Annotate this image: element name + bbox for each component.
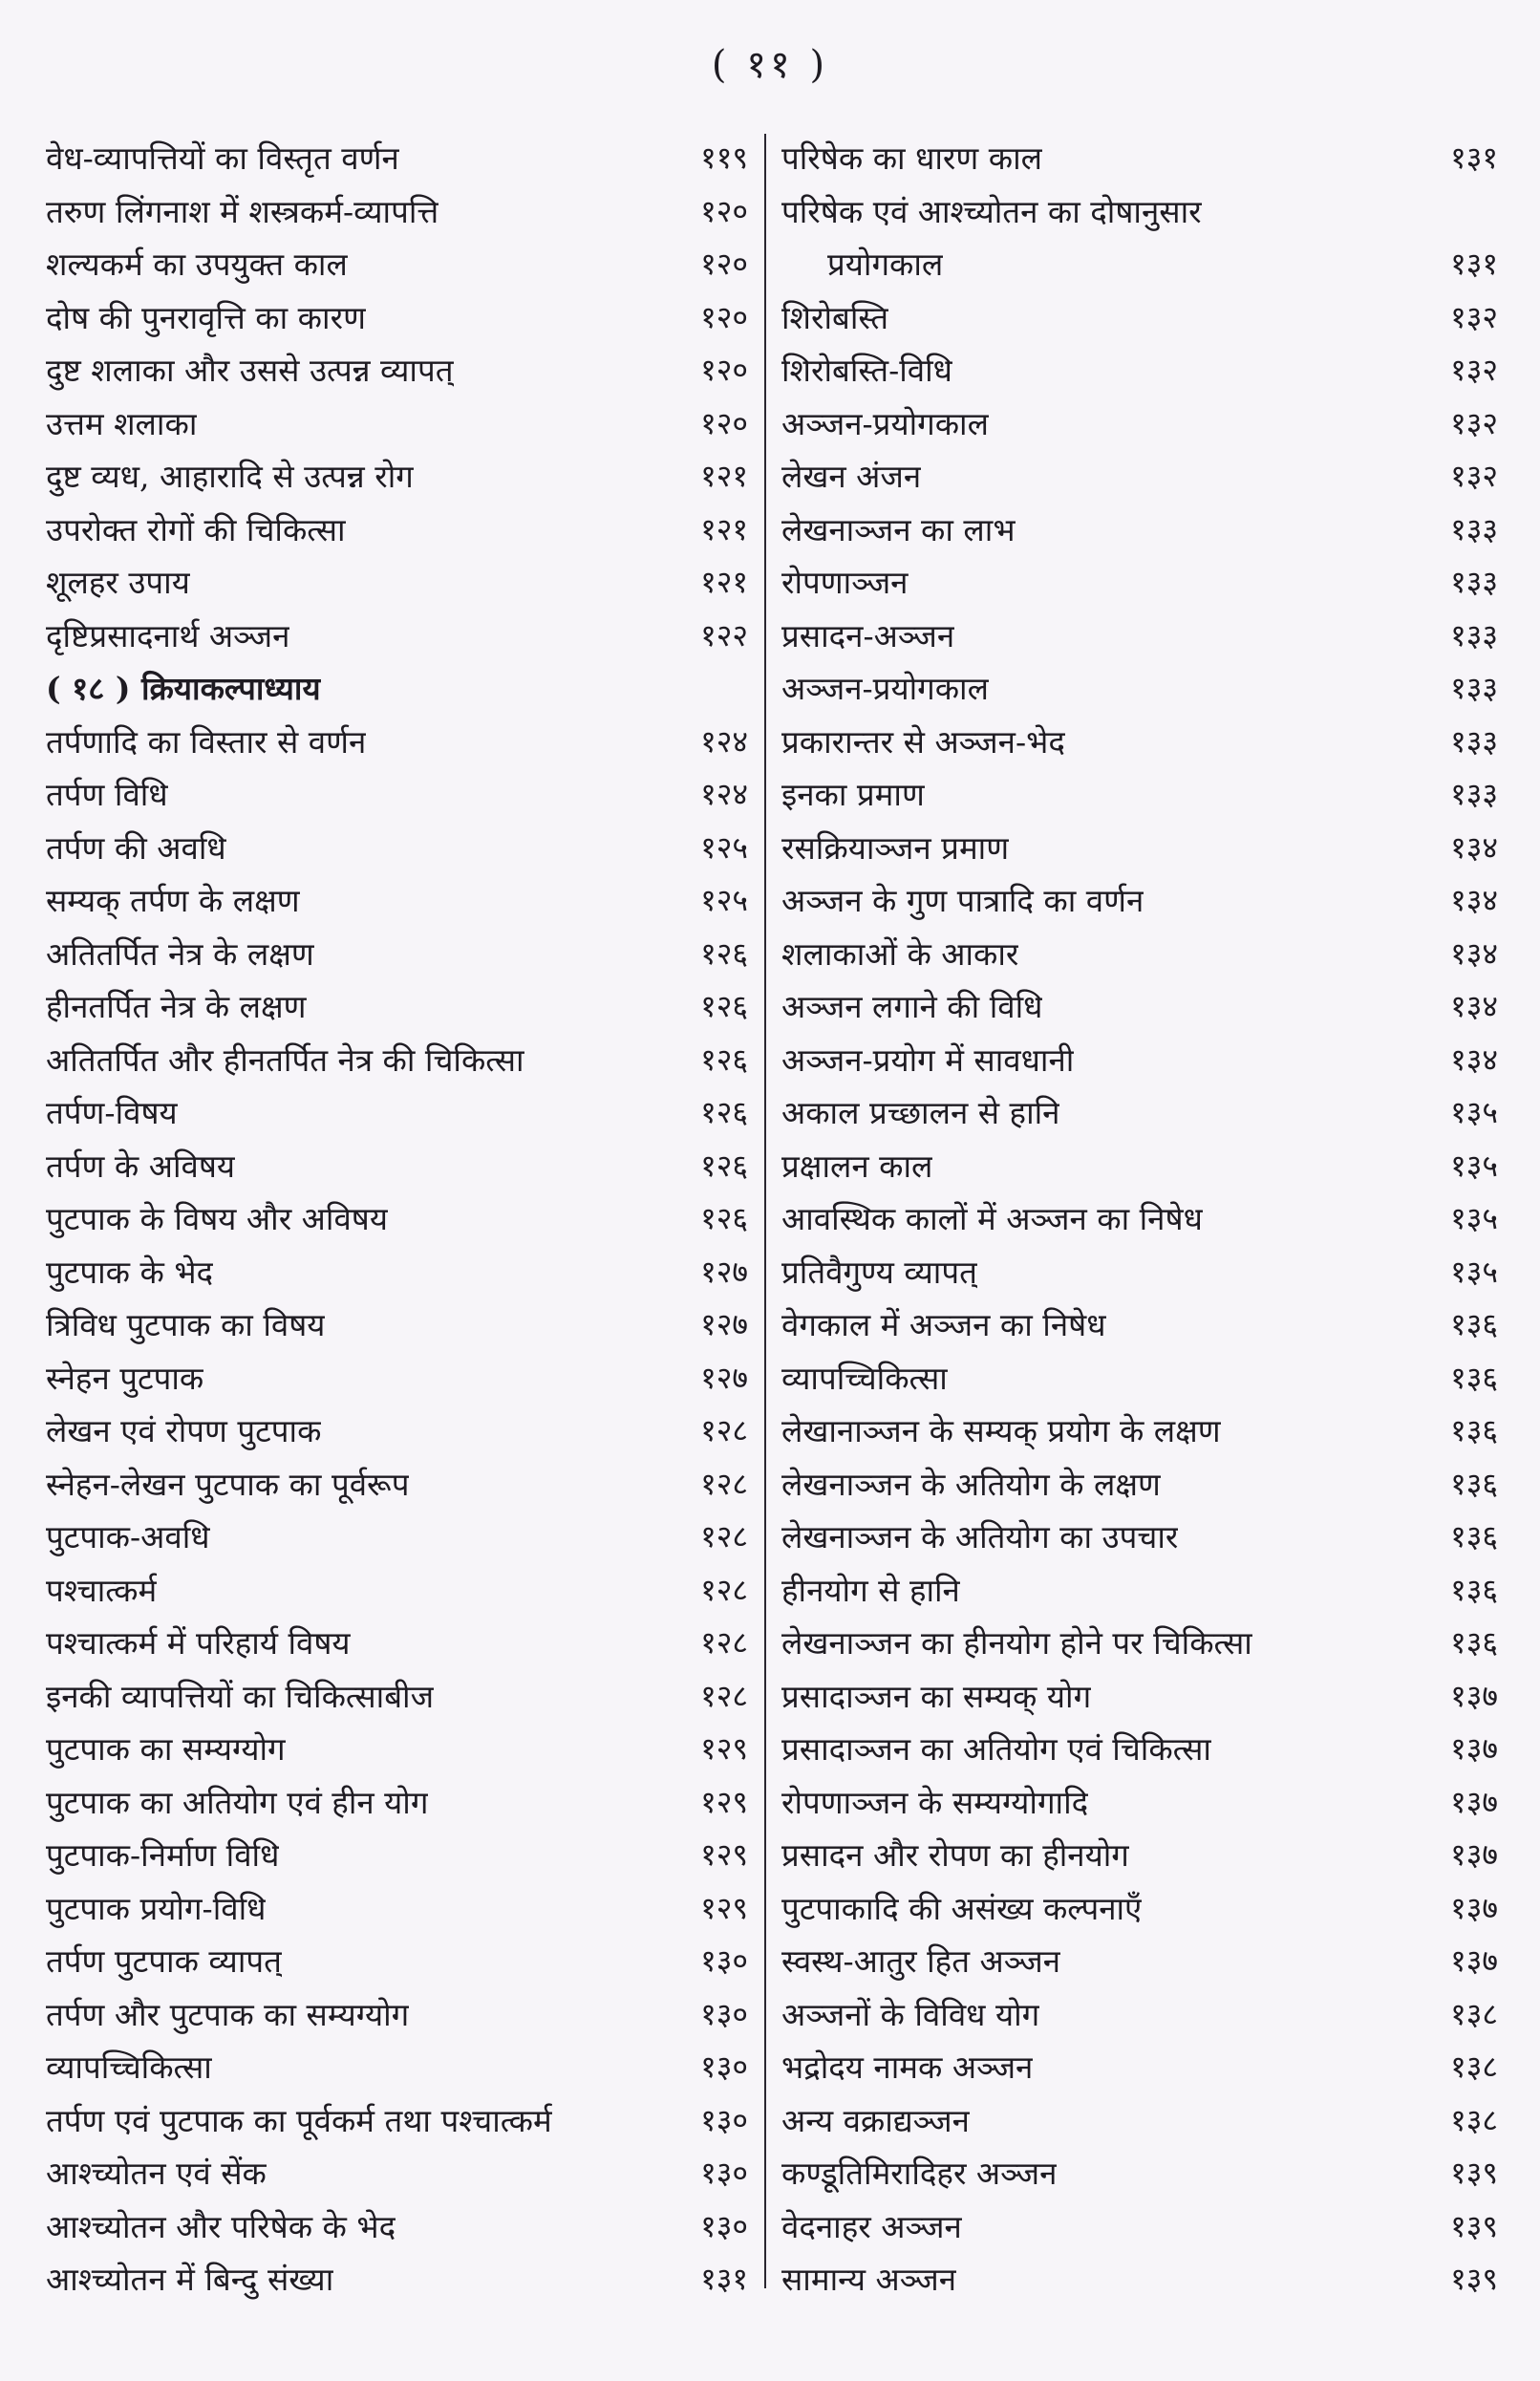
toc-entry-title: आवस्थिक कालों में अञ्जन का निषेध — [781, 1200, 1203, 1238]
toc-entry — [781, 873, 1498, 927]
toc-entry-title: पुटपाकादि की असंख्य कल्पनाएँ — [781, 1889, 1143, 1927]
toc-entry-page: १३८ — [1450, 2101, 1498, 2138]
toc-entry — [781, 2252, 1498, 2306]
toc-entry-page: १३७ — [1450, 1677, 1498, 1714]
toc-entry-page: १२७ — [700, 1253, 748, 1290]
toc-entry-page: १३० — [700, 2049, 748, 2086]
toc-entry-page: १२५ — [700, 828, 748, 866]
toc-entry — [781, 661, 1498, 715]
toc-entry — [781, 1722, 1498, 1775]
toc-entry-page: १२८ — [700, 1465, 748, 1502]
toc-entry-page: १३८ — [1450, 1995, 1498, 2032]
toc-entry-title: स्नेहन-लेखन पुटपाक का पूर्वरूप — [46, 1465, 410, 1503]
toc-entry-title: पश्चात्कर्म — [46, 1571, 158, 1609]
toc-entry — [781, 449, 1498, 503]
toc-entry-title: लेखनाञ्जन का हीनयोग होने पर चिकित्सा — [781, 1624, 1252, 1662]
toc-entry — [46, 555, 748, 609]
toc-entry — [46, 290, 748, 344]
toc-entry — [781, 1563, 1498, 1617]
chapter-heading — [46, 661, 748, 715]
toc-entry-page: १३१ — [1450, 246, 1498, 283]
toc-entry-title: अतितर्पित नेत्र के लक्षण — [46, 934, 314, 973]
toc-entry-title: शूलहर उपाय — [46, 564, 190, 602]
toc-entry-title: शल्यकर्म का उपयुक्त काल — [46, 246, 348, 284]
toc-entry-page: १३६ — [1450, 1359, 1498, 1396]
toc-entry-title: इनकी व्यापत्तियों का चिकित्साबीज — [46, 1677, 435, 1715]
toc-entry — [781, 397, 1498, 450]
toc-entry — [781, 1085, 1498, 1139]
toc-entry-page: १३५ — [1450, 1147, 1498, 1184]
toc-entry-page: १२० — [700, 298, 748, 335]
toc-entry-title: शिरोबस्ति-विधि — [781, 352, 952, 390]
toc-entry-title: हीनयोग से हानि — [781, 1571, 960, 1609]
toc-entry — [781, 1191, 1498, 1245]
toc-entry — [781, 767, 1498, 821]
toc-entry-page: १३७ — [1450, 1942, 1498, 1980]
toc-entry-title: उत्तम शलाका — [46, 404, 198, 442]
toc-entry-page: १२४ — [700, 722, 748, 760]
toc-entry-page: १३० — [700, 1942, 748, 1980]
toc-entry-title: वेध-व्यापत्तियों का विस्तृत वर्णन — [46, 139, 399, 178]
toc-entry-title: अञ्जन-प्रयोग में सावधानी — [781, 1040, 1075, 1079]
toc-entry-title: दुष्ट शलाका और उससे उत्पन्न व्यापत् — [46, 352, 454, 390]
toc-entry-page: १२६ — [700, 1147, 748, 1184]
toc-entry-title: तर्पण की अवधि — [46, 828, 226, 867]
toc-entry-title: पुटपाक प्रयोग-विधि — [46, 1889, 267, 1927]
toc-entry — [46, 2146, 748, 2199]
toc-entry-title: पुटपाक के भेद — [46, 1253, 214, 1291]
toc-entry — [781, 2040, 1498, 2093]
toc-entry-title: लेखानाञ्जन के सम्यक् प्रयोग के लक्षण — [781, 1412, 1221, 1450]
toc-entry — [46, 609, 748, 662]
toc-entry-page: १३७ — [1450, 1783, 1498, 1820]
toc-entry — [781, 1828, 1498, 1881]
toc-entry-page: १२६ — [700, 988, 748, 1025]
toc-entry — [46, 449, 748, 503]
toc-entry — [46, 1085, 748, 1139]
toc-entry-page: १२९ — [700, 1836, 748, 1874]
toc-entry — [781, 555, 1498, 609]
toc-entry — [46, 1616, 748, 1669]
toc-entry-page: १३० — [700, 1995, 748, 2032]
toc-entry — [781, 1351, 1498, 1405]
toc-entry-page: १२८ — [700, 1518, 748, 1555]
toc-entry-title: व्यापच्चिकित्सा — [46, 2049, 212, 2087]
toc-entry-title: पुटपाक का सम्यग्योग — [46, 1730, 286, 1769]
toc-entry-page: १२८ — [700, 1624, 748, 1662]
toc-entry-title: अञ्जन के गुण पात्रादि का वर्णन — [781, 882, 1144, 920]
toc-entry — [46, 767, 748, 821]
toc-entry — [46, 1987, 748, 2041]
toc-left-column — [46, 131, 748, 2306]
toc-entry — [781, 2199, 1498, 2253]
toc-entry — [781, 131, 1498, 184]
toc-entry-page: १३३ — [1450, 616, 1498, 654]
toc-entry — [46, 2199, 748, 2253]
toc-entry — [46, 979, 748, 1033]
toc-entry — [46, 1722, 748, 1775]
toc-entry-page: १२१ — [700, 458, 748, 495]
toc-entry-page: १३५ — [1450, 1200, 1498, 1237]
toc-entry — [46, 1563, 748, 1617]
toc-entry-title: रोपणाञ्जन के सम्यग्योगादि — [781, 1783, 1089, 1821]
toc-entry-page: १३० — [700, 2155, 748, 2192]
toc-entry-title: हीनतर्पित नेत्र के लक्षण — [46, 988, 307, 1026]
toc-entry-page: १२६ — [700, 934, 748, 972]
toc-entry-page: १३२ — [1450, 404, 1498, 441]
toc-entry — [46, 1191, 748, 1245]
toc-entry — [781, 1775, 1498, 1829]
toc-entry — [781, 715, 1498, 768]
toc-entry — [46, 2040, 748, 2093]
toc-entry — [46, 237, 748, 290]
toc-entry-title: त्रिविध पुटपाक का विषय — [46, 1306, 326, 1344]
toc-entry — [46, 927, 748, 980]
toc-entry-title: अञ्जनों के विविध योग — [781, 1995, 1040, 2033]
toc-entry-title: तर्पण के अविषय — [46, 1147, 236, 1185]
toc-entry — [781, 1616, 1498, 1669]
toc-entry-page: १२१ — [700, 564, 748, 601]
toc-entry-title: दृष्टिप्रसादनार्थ अञ्जन — [46, 616, 290, 654]
toc-entry-title: शलाकाओं के आकार — [781, 934, 1019, 973]
toc-entry-title: लेखन अंजन — [781, 458, 922, 496]
toc-entry — [781, 343, 1498, 397]
toc-entry — [781, 1934, 1498, 1987]
toc-entry-page: १२१ — [700, 510, 748, 547]
toc-entry-title: लेखनाञ्जन के अतियोग का उपचार — [781, 1518, 1179, 1556]
toc-entry — [781, 979, 1498, 1033]
toc-entry — [781, 1881, 1498, 1935]
toc-entry-page: १३६ — [1450, 1624, 1498, 1662]
toc-entry-page: १२८ — [700, 1571, 748, 1608]
toc-entry-title: परिषेक एवं आश्च्योतन का दोषानुसार — [781, 192, 1202, 230]
toc-entry-title: तर्पण-विषय — [46, 1094, 178, 1132]
toc-entry-page: १२६ — [700, 1200, 748, 1237]
toc-entry-page: १२५ — [700, 882, 748, 919]
toc-entry-page: १३२ — [1450, 352, 1498, 389]
toc-entry-title: प्रतिवैगुण्य व्यापत् — [781, 1253, 977, 1291]
toc-entry-page: १३४ — [1450, 1040, 1498, 1078]
toc-entry — [46, 1669, 748, 1723]
toc-entry — [781, 290, 1498, 344]
toc-entry-title: भद्रोदय नामक अञ्जन — [781, 2049, 1034, 2087]
toc-entry-title: प्रसादाञ्जन का सम्यक् योग — [781, 1677, 1092, 1715]
toc-entry-page: १३५ — [1450, 1253, 1498, 1290]
toc-entry-page: १३७ — [1450, 1836, 1498, 1874]
toc-entry-title: अतितर्पित और हीनतर्पित नेत्र की चिकित्सा — [46, 1040, 524, 1079]
toc-entry-page: १३६ — [1450, 1518, 1498, 1555]
toc-entry-title: व्यापच्चिकित्सा — [781, 1359, 948, 1397]
toc-entry — [46, 1033, 748, 1086]
toc-entry-page: १३५ — [1450, 1094, 1498, 1131]
toc-entry-title: सम्यक् तर्पण के लक्षण — [46, 882, 300, 920]
toc-entry-title: परिषेक का धारण काल — [781, 139, 1043, 178]
toc-entry — [46, 1828, 748, 1881]
toc-entry — [46, 1404, 748, 1457]
toc-entry-page: १२० — [700, 352, 748, 389]
toc-entry-title: प्रक्षालन काल — [781, 1147, 933, 1185]
toc-entry-page: १३४ — [1450, 882, 1498, 919]
toc-entry-page: १३३ — [1450, 722, 1498, 760]
toc-entry — [781, 821, 1498, 874]
toc-entry-page: १३९ — [1450, 2155, 1498, 2192]
toc-entry-title: आश्च्योतन और परिषेक के भेद — [46, 2207, 396, 2245]
toc-entry — [46, 1510, 748, 1563]
toc-entry-title: उपरोक्त रोगों की चिकित्सा — [46, 510, 346, 548]
toc-entry — [46, 397, 748, 450]
toc-entry-title: अञ्जन लगाने की विधि — [781, 988, 1043, 1026]
toc-entry-title: लेखनाञ्जन के अतियोग के लक्षण — [781, 1465, 1161, 1503]
toc-entry — [46, 1934, 748, 1987]
toc-entry-page: १३३ — [1450, 564, 1498, 601]
toc-entry — [781, 1669, 1498, 1723]
toc-entry-title: स्वस्थ-आतुर हित अञ्जन — [781, 1942, 1061, 1981]
toc-entry-title: लेखनाञ्जन का लाभ — [781, 510, 1016, 548]
toc-entry-page: १३० — [700, 2101, 748, 2138]
toc-entry-title: वेगकाल में अञ्जन का निषेध — [781, 1306, 1106, 1344]
toc-entry-page: १२९ — [700, 1730, 748, 1768]
toc-entry-page: १३१ — [1450, 139, 1498, 177]
toc-entry-page: १३४ — [1450, 934, 1498, 972]
toc-entry — [46, 821, 748, 874]
toc-entry-page: १३३ — [1450, 510, 1498, 547]
toc-entry-title: वेदनाहर अञ्जन — [781, 2207, 962, 2245]
toc-entry-title: रोपणाञ्जन — [781, 564, 909, 602]
toc-entry-title: पुटपाक का अतियोग एवं हीन योग — [46, 1783, 429, 1821]
toc-entry — [46, 1298, 748, 1351]
toc-entry — [781, 1510, 1498, 1563]
toc-entry — [46, 1245, 748, 1298]
toc-entry-page: १३४ — [1450, 828, 1498, 866]
toc-entry — [781, 1457, 1498, 1511]
toc-entry-page: १२८ — [700, 1677, 748, 1714]
toc-entry-page: १३७ — [1450, 1889, 1498, 1926]
toc-entry-title: लेखन एवं रोपण पुटपाक — [46, 1412, 322, 1450]
toc-entry — [781, 1404, 1498, 1457]
toc-entry — [781, 237, 1498, 290]
toc-entry-page: १२६ — [700, 1094, 748, 1131]
toc-entry-page: १३९ — [1450, 2261, 1498, 2298]
toc-entry-title: अन्य वक्राद्यञ्जन — [781, 2101, 970, 2139]
toc-entry — [46, 2093, 748, 2147]
toc-entry-title: ( १८ ) क्रियाकल्पाध्याय — [46, 670, 321, 708]
toc-entry-title: तर्पणादि का विस्तार से वर्णन — [46, 722, 367, 761]
toc-entry-page: १२० — [700, 404, 748, 441]
toc-entry — [46, 1881, 748, 1935]
toc-entry — [781, 1033, 1498, 1086]
toc-entry — [781, 2093, 1498, 2147]
toc-entry — [46, 2252, 748, 2306]
toc-entry-title: प्रसादाञ्जन का अतियोग एवं चिकित्सा — [781, 1730, 1211, 1769]
toc-entry — [46, 184, 748, 238]
toc-entry-title: अञ्जन-प्रयोगकाल — [781, 670, 989, 708]
toc-entry-title: रसक्रियाञ्जन प्रमाण — [781, 828, 1010, 867]
toc-entry-title: प्रसादन-अञ्जन — [781, 616, 955, 654]
toc-entry-title: तर्पण विधि — [46, 776, 168, 814]
toc-entry-title: तर्पण एवं पुटपाक का पूर्वकर्म तथा पश्चात्कर्म — [46, 2101, 552, 2139]
toc-entry — [781, 927, 1498, 980]
toc-entry-title: पुटपाक-निर्माण विधि — [46, 1836, 280, 1875]
toc-entry-page: १३४ — [1450, 988, 1498, 1025]
toc-entry-page: १२६ — [700, 1040, 748, 1078]
toc-entry — [46, 131, 748, 184]
toc-entry-title: पश्चात्कर्म में परिहार्य विषय — [46, 1624, 351, 1662]
toc-entry — [781, 184, 1498, 238]
toc-entry-page: १३६ — [1450, 1465, 1498, 1502]
toc-entry-page: १२७ — [700, 1359, 748, 1396]
toc-entry-title: तर्पण और पुटपाक का सम्यग्योग — [46, 1995, 410, 2033]
toc-entry-page: १२४ — [700, 776, 748, 813]
toc-entry — [46, 1775, 748, 1829]
toc-entry-page: १३१ — [700, 2261, 748, 2298]
toc-entry — [46, 1351, 748, 1405]
toc-entry-page: १३७ — [1450, 1730, 1498, 1768]
toc-entry-page: १२९ — [700, 1783, 748, 1820]
toc-entry-title: आश्च्योतन एवं सेंक — [46, 2155, 267, 2193]
toc-entry-page: १२९ — [700, 1889, 748, 1926]
toc-entry — [46, 1139, 748, 1192]
toc-entry-title: इनका प्रमाण — [781, 776, 925, 814]
toc-entry — [781, 1987, 1498, 2041]
toc-entry-page: १३३ — [1450, 776, 1498, 813]
toc-entry-title: तर्पण पुटपाक व्यापत् — [46, 1942, 282, 1981]
toc-entry-page: १३६ — [1450, 1306, 1498, 1343]
toc-entry — [46, 715, 748, 768]
toc-entry — [781, 1139, 1498, 1192]
toc-entry-title: दोष की पुनरावृत्ति का कारण — [46, 298, 366, 336]
toc-entry-title: पुटपाक के विषय और अविषय — [46, 1200, 388, 1238]
toc-entry-title: प्रकारान्तर से अञ्जन-भेद — [781, 722, 1065, 761]
toc-entry — [781, 503, 1498, 556]
page-number: ( ११ ) — [711, 43, 829, 87]
toc-entry — [781, 1298, 1498, 1351]
toc-entry-page: १३६ — [1450, 1571, 1498, 1608]
toc-right-column — [781, 131, 1498, 2306]
toc-entry-page: १२२ — [700, 616, 748, 654]
toc-entry — [781, 2146, 1498, 2199]
toc-entry — [781, 1245, 1498, 1298]
toc-entry-page: १२० — [700, 246, 748, 283]
toc-entry-title: तरुण लिंगनाश में शस्त्रकर्म-व्यापत्ति — [46, 192, 439, 230]
toc-entry-title: आश्च्योतन में बिन्दु संख्या — [46, 2261, 334, 2299]
toc-entry-page: १२८ — [700, 1412, 748, 1449]
toc-entry-page: १३६ — [1450, 1412, 1498, 1449]
toc-entry-page: १२७ — [700, 1306, 748, 1343]
toc-entry-title: अञ्जन-प्रयोगकाल — [781, 404, 989, 442]
toc-entry-page: १३९ — [1450, 2207, 1498, 2244]
toc-entry-title: स्नेहन पुटपाक — [46, 1359, 204, 1397]
toc-entry — [46, 503, 748, 556]
toc-entry-page: १३२ — [1450, 458, 1498, 495]
toc-entry-page: १३२ — [1450, 298, 1498, 335]
toc-entry — [46, 1457, 748, 1511]
toc-entry — [46, 873, 748, 927]
toc-entry-title: अकाल प्रच्छालन से हानि — [781, 1094, 1060, 1132]
toc-entry-title: कण्डूतिमिरादिहर अञ्जन — [781, 2155, 1058, 2193]
toc-entry — [46, 343, 748, 397]
toc-entry-page: १३० — [700, 2207, 748, 2244]
toc-entry-page: १२० — [700, 192, 748, 229]
toc-entry-title: प्रयोगकाल — [827, 246, 944, 284]
toc-entry-page: १३३ — [1450, 670, 1498, 707]
toc-entry-title: शिरोबस्ति — [781, 298, 889, 336]
toc-entry-page: १३८ — [1450, 2049, 1498, 2086]
toc-entry — [781, 609, 1498, 662]
column-divider — [764, 134, 766, 2288]
toc-entry-title: प्रसादन और रोपण का हीनयोग — [781, 1836, 1129, 1875]
toc-entry-title: सामान्य अञ्जन — [781, 2261, 957, 2299]
toc-entry-title: पुटपाक-अवधि — [46, 1518, 210, 1556]
toc-entry-title: दुष्ट व्यध, आहारादि से उत्पन्न रोग — [46, 458, 414, 496]
toc-entry-page: ११९ — [700, 139, 748, 177]
